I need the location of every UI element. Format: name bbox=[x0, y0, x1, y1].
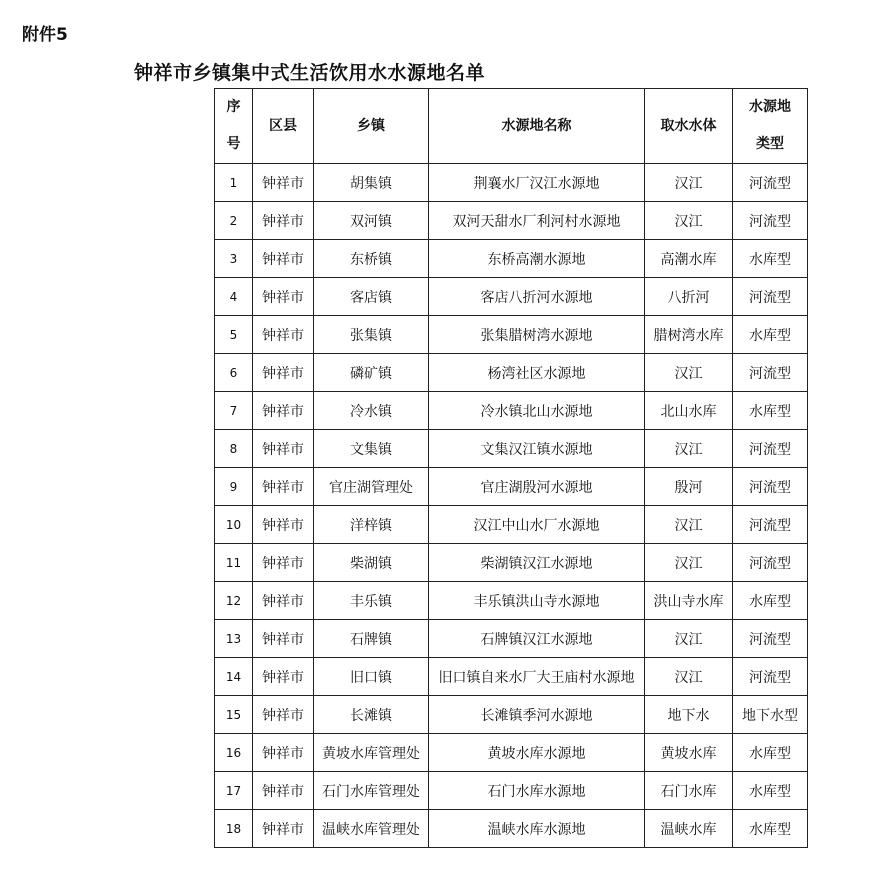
table-row bbox=[215, 278, 808, 316]
cell-county: 钟祥市 bbox=[253, 734, 314, 772]
table-row bbox=[215, 354, 808, 392]
cell-index: 12 bbox=[215, 582, 253, 620]
cell-source-name: 长滩镇季河水源地 bbox=[429, 696, 645, 734]
cell-town: 柴湖镇 bbox=[314, 544, 429, 582]
cell-source-type: 水库型 bbox=[733, 582, 808, 620]
cell-index: 5 bbox=[215, 316, 253, 354]
cell-source-type: 河流型 bbox=[733, 468, 808, 506]
cell-source-name: 官庄湖殷河水源地 bbox=[429, 468, 645, 506]
cell-index: 7 bbox=[215, 392, 253, 430]
cell-town: 东桥镇 bbox=[314, 240, 429, 278]
header-source-type bbox=[733, 89, 808, 164]
table-row bbox=[215, 392, 808, 430]
cell-source-type: 水库型 bbox=[733, 810, 808, 848]
cell-town: 石牌镇 bbox=[314, 620, 429, 658]
cell-county: 钟祥市 bbox=[253, 278, 314, 316]
cell-source-type: 水库型 bbox=[733, 240, 808, 278]
cell-index: 1 bbox=[215, 164, 253, 202]
cell-source-name: 柴湖镇汉江水源地 bbox=[429, 544, 645, 582]
cell-index: 10 bbox=[215, 506, 253, 544]
cell-water-body: 八折河 bbox=[645, 278, 733, 316]
cell-county: 钟祥市 bbox=[253, 430, 314, 468]
cell-source-type: 河流型 bbox=[733, 544, 808, 582]
header-index-line2: 号 bbox=[226, 136, 241, 152]
cell-town: 双河镇 bbox=[314, 202, 429, 240]
cell-town: 旧口镇 bbox=[314, 658, 429, 696]
cell-county: 钟祥市 bbox=[253, 468, 314, 506]
cell-water-body: 石门水库 bbox=[645, 772, 733, 810]
cell-source-name: 黄坡水库水源地 bbox=[429, 734, 645, 772]
cell-source-name: 石门水库水源地 bbox=[429, 772, 645, 810]
cell-county: 钟祥市 bbox=[253, 392, 314, 430]
cell-water-body: 汉江 bbox=[645, 506, 733, 544]
cell-county: 钟祥市 bbox=[253, 810, 314, 848]
cell-source-type: 水库型 bbox=[733, 772, 808, 810]
cell-town: 石门水库管理处 bbox=[314, 772, 429, 810]
cell-source-name: 冷水镇北山水源地 bbox=[429, 392, 645, 430]
cell-source-name: 客店八折河水源地 bbox=[429, 278, 645, 316]
cell-water-body: 汉江 bbox=[645, 354, 733, 392]
table-header bbox=[215, 89, 808, 164]
table-row bbox=[215, 506, 808, 544]
cell-town: 张集镇 bbox=[314, 316, 429, 354]
table-row bbox=[215, 772, 808, 810]
cell-town: 客店镇 bbox=[314, 278, 429, 316]
cell-town: 磷矿镇 bbox=[314, 354, 429, 392]
table-row bbox=[215, 316, 808, 354]
cell-source-name: 东桥高潮水源地 bbox=[429, 240, 645, 278]
header-source-type-line2: 类型 bbox=[756, 136, 784, 152]
cell-source-name: 丰乐镇洪山寺水源地 bbox=[429, 582, 645, 620]
cell-index: 4 bbox=[215, 278, 253, 316]
cell-water-body: 腊树湾水库 bbox=[645, 316, 733, 354]
cell-source-type: 河流型 bbox=[733, 164, 808, 202]
cell-source-type: 河流型 bbox=[733, 620, 808, 658]
table-row bbox=[215, 544, 808, 582]
cell-source-name: 杨湾社区水源地 bbox=[429, 354, 645, 392]
cell-town: 长滩镇 bbox=[314, 696, 429, 734]
table-row bbox=[215, 164, 808, 202]
cell-town: 丰乐镇 bbox=[314, 582, 429, 620]
cell-index: 2 bbox=[215, 202, 253, 240]
cell-county: 钟祥市 bbox=[253, 164, 314, 202]
cell-index: 14 bbox=[215, 658, 253, 696]
cell-town: 文集镇 bbox=[314, 430, 429, 468]
cell-source-type: 河流型 bbox=[733, 202, 808, 240]
cell-index: 16 bbox=[215, 734, 253, 772]
cell-index: 15 bbox=[215, 696, 253, 734]
table-row bbox=[215, 658, 808, 696]
header-county: 区县 bbox=[253, 89, 314, 164]
cell-index: 18 bbox=[215, 810, 253, 848]
table-row bbox=[215, 810, 808, 848]
cell-source-name: 汉江中山水厂水源地 bbox=[429, 506, 645, 544]
cell-source-type: 河流型 bbox=[733, 506, 808, 544]
table-row bbox=[215, 620, 808, 658]
cell-water-body: 殷河 bbox=[645, 468, 733, 506]
cell-water-body: 汉江 bbox=[645, 164, 733, 202]
cell-source-type: 水库型 bbox=[733, 734, 808, 772]
table-row bbox=[215, 696, 808, 734]
attachment-label: 附件5 bbox=[22, 25, 68, 45]
cell-town: 温峡水库管理处 bbox=[314, 810, 429, 848]
header-water-body: 取水水体 bbox=[645, 89, 733, 164]
cell-water-body: 汉江 bbox=[645, 620, 733, 658]
cell-water-body: 地下水 bbox=[645, 696, 733, 734]
table-row bbox=[215, 240, 808, 278]
cell-county: 钟祥市 bbox=[253, 202, 314, 240]
cell-town: 官庄湖管理处 bbox=[314, 468, 429, 506]
cell-index: 8 bbox=[215, 430, 253, 468]
cell-source-type: 河流型 bbox=[733, 430, 808, 468]
cell-county: 钟祥市 bbox=[253, 544, 314, 582]
cell-water-body: 黄坡水库 bbox=[645, 734, 733, 772]
table-body bbox=[215, 164, 808, 848]
cell-water-body: 温峡水库 bbox=[645, 810, 733, 848]
cell-source-type: 地下水型 bbox=[733, 696, 808, 734]
cell-county: 钟祥市 bbox=[253, 696, 314, 734]
cell-source-name: 温峡水库水源地 bbox=[429, 810, 645, 848]
cell-source-type: 河流型 bbox=[733, 354, 808, 392]
cell-source-name: 张集腊树湾水源地 bbox=[429, 316, 645, 354]
cell-water-body: 汉江 bbox=[645, 658, 733, 696]
cell-source-name: 荆襄水厂汉江水源地 bbox=[429, 164, 645, 202]
cell-water-body: 汉江 bbox=[645, 544, 733, 582]
header-town: 乡镇 bbox=[314, 89, 429, 164]
cell-source-type: 水库型 bbox=[733, 392, 808, 430]
cell-county: 钟祥市 bbox=[253, 772, 314, 810]
cell-water-body: 洪山寺水库 bbox=[645, 582, 733, 620]
cell-index: 3 bbox=[215, 240, 253, 278]
cell-county: 钟祥市 bbox=[253, 506, 314, 544]
header-row bbox=[215, 89, 808, 164]
cell-town: 黄坡水库管理处 bbox=[314, 734, 429, 772]
cell-index: 17 bbox=[215, 772, 253, 810]
cell-index: 11 bbox=[215, 544, 253, 582]
document-title: 钟祥市乡镇集中式生活饮用水水源地名单 bbox=[134, 62, 486, 84]
cell-water-body: 汉江 bbox=[645, 430, 733, 468]
cell-source-name: 石牌镇汉江水源地 bbox=[429, 620, 645, 658]
cell-index: 13 bbox=[215, 620, 253, 658]
cell-county: 钟祥市 bbox=[253, 316, 314, 354]
cell-source-type: 河流型 bbox=[733, 658, 808, 696]
cell-water-body: 高潮水库 bbox=[645, 240, 733, 278]
header-index-line1: 序 bbox=[226, 99, 241, 115]
cell-index: 6 bbox=[215, 354, 253, 392]
table-row bbox=[215, 582, 808, 620]
water-source-table bbox=[214, 88, 808, 848]
cell-index: 9 bbox=[215, 468, 253, 506]
cell-source-name: 旧口镇自来水厂大王庙村水源地 bbox=[429, 658, 645, 696]
header-source-name: 水源地名称 bbox=[429, 89, 645, 164]
table-row bbox=[215, 430, 808, 468]
header-source-type-line1: 水源地 bbox=[749, 99, 791, 115]
cell-source-name: 双河天甜水厂利河村水源地 bbox=[429, 202, 645, 240]
cell-town: 胡集镇 bbox=[314, 164, 429, 202]
table-row bbox=[215, 202, 808, 240]
header-index bbox=[215, 89, 253, 164]
cell-source-type: 河流型 bbox=[733, 278, 808, 316]
cell-water-body: 北山水库 bbox=[645, 392, 733, 430]
cell-county: 钟祥市 bbox=[253, 658, 314, 696]
cell-water-body: 汉江 bbox=[645, 202, 733, 240]
cell-source-type: 水库型 bbox=[733, 316, 808, 354]
cell-source-name: 文集汉江镇水源地 bbox=[429, 430, 645, 468]
cell-county: 钟祥市 bbox=[253, 582, 314, 620]
cell-county: 钟祥市 bbox=[253, 240, 314, 278]
cell-town: 冷水镇 bbox=[314, 392, 429, 430]
cell-town: 洋梓镇 bbox=[314, 506, 429, 544]
table-row bbox=[215, 734, 808, 772]
cell-county: 钟祥市 bbox=[253, 354, 314, 392]
cell-county: 钟祥市 bbox=[253, 620, 314, 658]
table-row bbox=[215, 468, 808, 506]
